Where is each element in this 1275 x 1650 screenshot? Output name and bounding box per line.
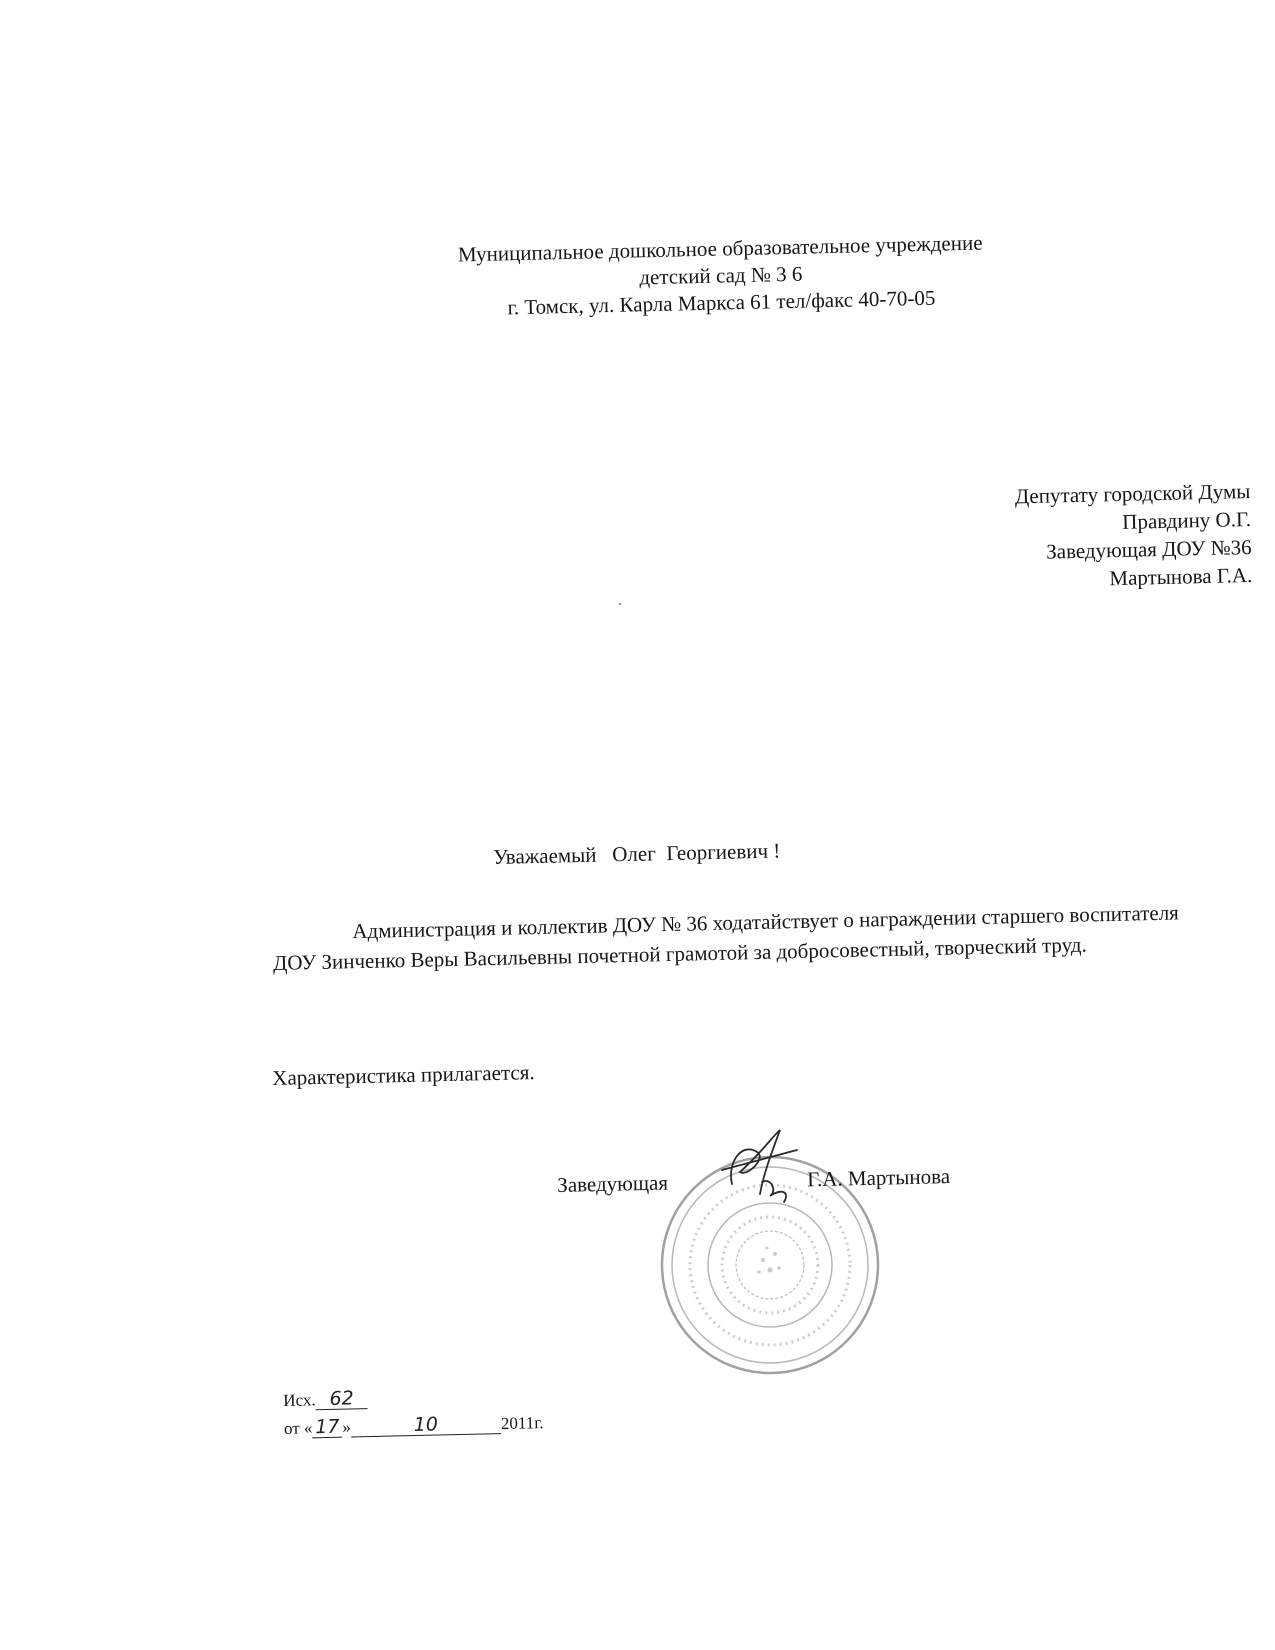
sender-title: Заведующая ДОУ №36 (1045, 534, 1252, 564)
date-day: 17 (312, 1417, 342, 1439)
enclosure-note: Характеристика прилагается. (272, 1060, 535, 1090)
outgoing-number: 62 (315, 1388, 367, 1410)
date-month: 10 (351, 1413, 501, 1437)
body-paragraph: Администрация и коллектив ДОУ № 36 ходатайствует о награждении старшего воспитателя ДОУ Зинченко Веры Васильевны почетной грамотой за добросовестный, творческий труд. (272, 900, 1180, 975)
outgoing-date-row (284, 1409, 544, 1443)
letterhead (390, 228, 1052, 324)
institution-address: г. Томск, ул. Карла Маркса 61 тел/факс 40-70-05 (507, 285, 936, 320)
institution-name: Муниципальное дошкольное образовательное учреждение (457, 230, 983, 267)
date-day-close: » (342, 1417, 352, 1437)
outgoing-number-label: Исх. (283, 1390, 316, 1410)
kindergarten-number: детский сад № 3 6 (639, 261, 803, 290)
sender-name: Мартынова Г.А. (1109, 562, 1253, 591)
addressee-name: Правдину О.Г. (1121, 506, 1252, 534)
signatory-position: Заведующая (557, 1170, 669, 1197)
signatory-name: Г.А. Мартынова (806, 1164, 951, 1192)
outgoing-reference (283, 1381, 544, 1443)
salutation: Уважаемый Олег Георгиевич ! (493, 838, 781, 869)
letter-body (272, 896, 1223, 978)
signature-line (557, 1164, 950, 1198)
addressee-block (890, 477, 1252, 597)
date-prefix: от « (283, 1418, 313, 1438)
date-year: 2011г. (500, 1413, 544, 1434)
addressee-title: Депутату городской Думы (1014, 478, 1251, 509)
scan-speck (619, 603, 621, 605)
